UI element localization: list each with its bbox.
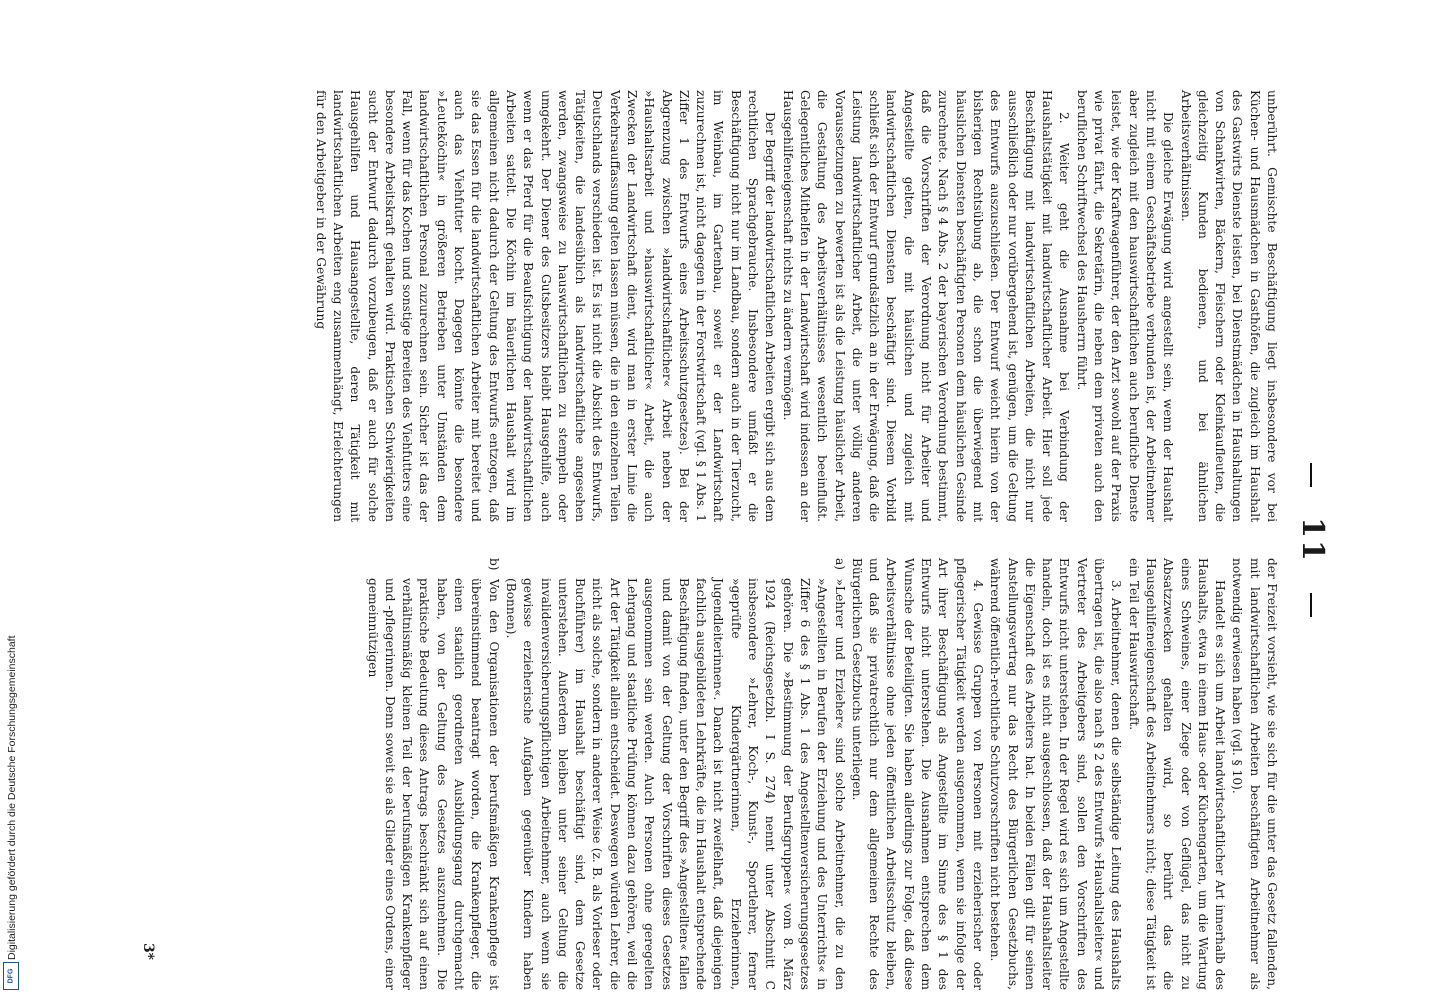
header-dash-left — [1310, 463, 1312, 487]
footer-credit: Digitalisierung gefördert durch die Deutsche Forschungsgemeinschaft — [6, 635, 18, 960]
dfg-logo-text: DFG — [7, 968, 14, 984]
left-column — [170, 90, 1280, 522]
page-number: 11 — [1295, 517, 1330, 563]
paragraph: 2. Weiter geht die Ausnahme bei Verbindung der Haushaltstätigkeit mit landwirtschaftlicher Arbeit. Hier soll jede Beschäftigung mit landwirtschaftlichen Arbeiten, die nicht nur ausschließlich oder nur vorübergehend ist, genügen, um die Geltung des Entwurfs auszuschließen. Der Entwurf weicht hierin von der bisherigen Rechtsübung ab, die schon die überwiegend mit häuslichen Diensten beschäftigten Personen dem häuslichen Gesinde zurechnete. Nach § 4 Abs. 2 der bayerischen Verordnung bestimmt, daß die Vorschriften der Verordnung nicht für Arbeiter und Angestellte gelten, die mit häuslichen und zugleich mit landwirtschaftlichen Diensten beschäftigt sind. Diesem Vorbild schließt sich der Entwurf grundsätzlich an in der Erwägung, daß die Leistung landwirtschaftlicher Arbeit, die unter völlig anderen Voraussetzungen zu bewerten ist als die Leistung häuslicher Arbeit, die Gestaltung des Arbeitsverhältnisses wesentlich beeinflußt. Gelegentliches Mithelfen in der Landwirtschaft wird indessen an der Hausgehilfeneigenschaft nichts zu ändern vermögen. — [780, 90, 1072, 522]
printer-signature: 3* — [140, 942, 156, 960]
page-header — [1290, 90, 1330, 990]
digitization-footer — [0, 600, 22, 1000]
rotated-document-page — [140, 90, 1330, 990]
dfg-logo-icon — [3, 962, 19, 990]
list-item-b: b) Von den Organisationen der berufsmäßigen Krankenpflege ist übereinstimmend beantragt worden, die Krankenpfleger, die einen staatlich geordneten Ausbildungsgang durchgemacht haben, von der Geltung des Gesetzes auszunehmen. Die praktische Bedeutung dieses Antrags beschränkt sich auf einen verhältnismäßig kleinen Teil der berufsmäßigen Krankenpfleger und -pflegerinnen. Denn soweit sie als Glieder eines Ordens, einer gemeinnützigen — [365, 558, 501, 990]
text-columns — [170, 90, 1280, 990]
paragraph: Der Begriff der landwirtschaftlichen Arbeiten ergibt sich aus dem rechtlichen Sprachgebrauche. Insbesondere umfaßt er die Beschäftigung nicht nur im Landbau, sondern auch in der Tierzucht, im Weinbau, im Gartenbau, soweit er der Landwirtschaft zuzurechnen ist, nicht dagegen in der Forstwirtschaft (vgl. § 1 Abs. 1 Ziffer 1 des Entwurfs eines Arbeitsschutzgesetzes). Bei der Abgrenzung zwischen »landwirtschaftlicher« Arbeit neben der »Haushaltsarbeit und »hauswirtschaftlicher« Arbeit, die auch Zwecken der Landwirtschaft dient, wird man in erster Linie die Verkehrsauffassung gelten lassen müssen, die in den einzelnen Teilen Deutschlands verschieden ist. Es ist nicht die Absicht des Entwurfs, Tätigkeiten, die landesüblich als landwirtschaftliche angesehen werden, zwangsweise zu hauswirtschaftlichen zu stempeln oder umgekehrt. Der Diener des Gutsbesitzers bleibt Hausgehilfe, auch wenn er das Pferd für die Beaufsichtigung der landwirtschaftlichen Arbeiten sattelt. Die Köchin im bäuerlichen Haushalt wird im allgemeinen nicht dadurch der Geltung des Entwurfs entzogen, daß sie das Essen für die landwirtschaftlichen Arbeiter mit bereitet und auch das Viehfutter kocht. Dagegen könnte die besondere »Leuteköchin« in größeren Betrieben unter Umständen dem landwirtschaftlichen Personal zuzurechnen sein. Sicher ist das der Fall, wenn für das Kochen und sonstige Bereiten des Viehfutters eine besondere Arbeitskraft gehalten wird. Praktischen Schwierigkeiten sucht der Entwurf dadurch vorzubeugen, daß er auch für solche Hausgehilfen und Hausangestellte, deren Tätigkeit mit landwirtschaftlichen Arbeiten eng zusammenhängt, Erleichterungen für den Arbeitgeber in der Gewährung — [313, 90, 778, 522]
header-dash-right — [1310, 593, 1312, 617]
right-column — [170, 558, 1280, 990]
paragraph: Die gleiche Erwägung wird angestellt sein, wenn der Haushalt nicht mit einem Geschäftsbetriebe verbunden ist, der Arbeitnehmer aber zugleich mit den hauswirtschaftlichen auch berufliche Dienste leistet, wie der Kraftwagenführer, der den Arzt sowohl auf der Praxis wie privat fährt, die Sekretärin, die neben dem privaten auch den beruflichen Schriftwechsel des Hausherrn führt. — [1074, 90, 1176, 522]
paragraph: unberührt. Gemischte Beschäftigung liegt insbesondere vor bei Küchen- und Hausmädchen in Gasthöfen, die zugleich im Haushalt des Gastwirts Dienste leisten, bei Dienstmädchen in Haushaltungen von Schankwirten, Bäckern, Fleischern oder Kleinkaufleuten, die gleichzeitig Kunden bedienen, und bei ähnlichen Arbeitsverhältnissen. — [1178, 90, 1279, 522]
paragraph: 4. Gewisse Gruppen von Personen mit erzieherischer oder pflegerischer Tätigkeit werden ausgenommen, wenn sie infolge der Art ihrer Beschäftigung als Angestellte im Sinne des § 1 des Entwurfs nicht unterstehen. Die Ausnahmen entsprechen dem Wunsche der Beteiligten. Sie haben allerdings zur Folge, daß diese Arbeitsverhältnisse ohne jeden öffentlichen Arbeitsschutz bleiben, und daß sie privatrechtlich nur dem allgemeinen Rechte des Bürgerlichen Gesetzbuchs unterliegen. — [849, 558, 985, 990]
paragraph: Handelt es sich um Arbeit landwirtschaftlicher Art innerhalb des Haushalts, etwa in einem Haus- oder Küchengarten, um die Wartung eines Schweines, einer Ziege oder von Geflügel, das nicht zu Absatzzwecken gehalten wird, so berührt das die Hausgehilfeneigenschaft des Arbeitnehmers nicht; diese Tätigkeit ist ein Teil der Hauswirtschaft. — [1126, 558, 1228, 990]
paragraph: 3. Arbeitnehmer, denen die selbständige Leitung des Haushalts übertragen ist, die also nach § 2 des Entwurfs »Haushaltsleiter« und Vertreter des Arbeitgebers sind, sollen den Vorschriften des Entwurfs nicht unterstehen. In der Regel wird es sich um Angestellte handeln, doch ist es nicht ausgeschlossen, daß der Haushaltsleiter die Eigenschaft des Arbeiters hat. In beiden Fällen gilt für seinen Anstellungsvertrag nur das Recht des Bürgerlichen Gesetzbuchs, während öffentlich-rechtliche Schutzvorschriften nicht bestehen. — [988, 558, 1124, 990]
paragraph: der Freizeit vorsieht, wie sie sich für die unter das Gesetz fallenden, mit landwirtschaftlichen Arbeiten beschäftigten Arbeitnehmer als notwendig erwiesen haben (vgl. § 10). — [1230, 558, 1279, 990]
list-item-a: a) »Lehrer und Erzieher« sind solche Arbeitnehmer, die zu den »Angestellten in Berufen der Erziehung und des Unterrichts« in Ziffer 6 des § 1 Abs. 1 des Angestelltenversicherungsgesetzes gehören. Die »Bestimmung der Berufsgruppen« vom 8. März 1924 (Reichsgesetzbl. I S. 274) nennt unter Abschnitt C insbesondere »Lehrer, Koch-, Kunst-, Sportlehrer, ferner »geprüfte Kindergärtnerinnen, Erzieherinnen, Jugendleiterinnen«. Danach ist nicht zweifelhaft, daß diejenigen fachlich ausgebildeten Lehrkräfte, die im Haushalt entsprechende Beschäftigung finden, unter den Begriff des »Angestellten« fallen und damit von der Geltung der Vorschriften dieses Gesetzes ausgenommen sein werden. Auch Personen ohne geregelten Lehrgang und staatliche Prüfung können dazu gehören, weil die Art der Tätigkeit allein entscheidet. Deswegen würden Lehrer, die nicht als solche, sondern in anderer Weise (z. B. als Vorleser oder Buchführer) im Haushalt beschäftigt sind, dem Gesetze unterstehen. Außerdem bleiben unter seiner Geltung die invalidenversicherungspflichtigen Arbeitnehmer, auch wenn sie gewisse erzieherische Aufgaben gegenüber Kindern haben (Bonnen). — [503, 558, 847, 990]
